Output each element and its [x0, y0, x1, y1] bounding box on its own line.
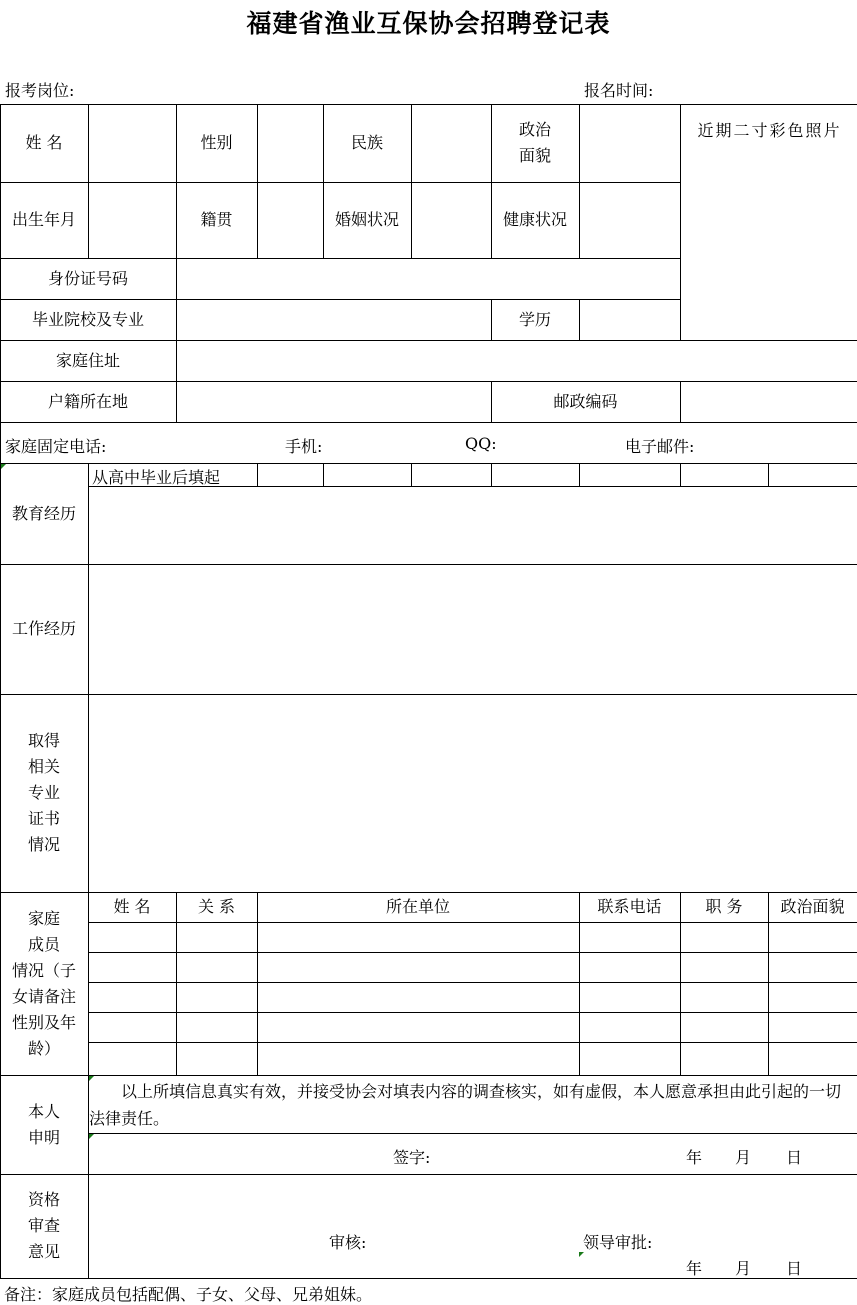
review-day: 日: [786, 1259, 803, 1278]
cell-marker: [89, 1076, 94, 1081]
marital-field[interactable]: [411, 182, 492, 259]
family-row-cell[interactable]: [257, 982, 580, 1013]
id-number-label: 身份证号码: [0, 258, 177, 300]
review-month: 月: [735, 1259, 752, 1278]
ethnicity-label: 民族: [323, 104, 412, 183]
education-subcell: [768, 463, 857, 487]
hukou-field[interactable]: [176, 381, 492, 423]
review-label: 资格 审查 意见: [0, 1174, 89, 1279]
family-row-cell[interactable]: [257, 1012, 580, 1043]
education-subcell: [323, 463, 412, 487]
political-status-label: 政治 面貌: [491, 104, 580, 183]
cell-marker: [89, 1134, 94, 1139]
photo-char: 彩: [769, 121, 786, 140]
education-label: 教育经历: [0, 463, 89, 565]
work-field[interactable]: [88, 564, 857, 695]
political-status-field[interactable]: [579, 104, 681, 183]
family-row-cell[interactable]: [176, 1042, 258, 1076]
family-row-cell[interactable]: [579, 982, 681, 1013]
family-row-cell[interactable]: [176, 952, 258, 983]
hukou-label: 户籍所在地: [0, 381, 177, 423]
photo-char: 二: [733, 121, 750, 140]
form-title: 福建省渔业互保协会招聘登记表: [246, 9, 611, 38]
gender-field[interactable]: [257, 104, 324, 183]
education-subcell: [579, 463, 681, 487]
review-year: 年: [686, 1259, 703, 1278]
health-label: 健康状况: [491, 182, 580, 259]
family-row-cell[interactable]: [768, 922, 857, 953]
photo-char: 照: [805, 121, 822, 140]
health-field[interactable]: [579, 182, 681, 259]
cell-marker: [1, 464, 6, 469]
family-row-cell[interactable]: [579, 1042, 681, 1076]
contact-row[interactable]: [0, 422, 857, 464]
birth-label: 出生年月: [0, 182, 89, 259]
gender-label: 性别: [176, 104, 258, 183]
marital-label: 婚姻状况: [323, 182, 412, 259]
postcode-field[interactable]: [680, 381, 857, 423]
audit-label: 审核:: [329, 1233, 367, 1252]
family-header-2: 所在单位: [257, 892, 580, 923]
sign-year: 年: [686, 1148, 703, 1167]
photo-char: 寸: [751, 121, 768, 140]
family-row-cell[interactable]: [88, 982, 177, 1013]
ethnicity-field[interactable]: [411, 104, 492, 183]
name-label: 姓 名: [0, 104, 89, 183]
photo-char: 色: [787, 121, 804, 140]
family-row-cell[interactable]: [680, 1042, 769, 1076]
education-hint: 从高中毕业后填起: [88, 463, 258, 487]
education-subcell: [411, 463, 492, 487]
home-phone-label: 家庭固定电话:: [5, 437, 107, 456]
address-label: 家庭住址: [0, 340, 177, 382]
qq-label: QQ:: [465, 434, 497, 453]
cell-marker: [579, 1252, 584, 1257]
family-label: 家庭 成员 情况（子 女请备注 性别及年 龄）: [0, 892, 89, 1076]
family-row-cell[interactable]: [88, 952, 177, 983]
position-label: 报考岗位:: [5, 81, 75, 100]
education-field[interactable]: [88, 486, 857, 565]
education-level-field[interactable]: [579, 299, 681, 341]
declaration-label: 本人 申明: [0, 1075, 89, 1175]
family-row-cell[interactable]: [88, 1012, 177, 1043]
declaration-text: 以上所填信息真实有效，并接受协会对填表内容的调查核实，如有虚假，本人愿意承担由此引起的一切法律责任。: [89, 1082, 842, 1128]
email-label: 电子邮件:: [625, 437, 695, 456]
photo-placeholder[interactable]: [680, 104, 857, 341]
work-label: 工作经历: [0, 564, 89, 695]
family-row-cell[interactable]: [768, 952, 857, 983]
family-row-cell[interactable]: [176, 982, 258, 1013]
family-row-cell[interactable]: [176, 1012, 258, 1043]
family-row-cell[interactable]: [680, 982, 769, 1013]
date-label: 报名时间:: [584, 81, 654, 100]
id-number-field[interactable]: [176, 258, 681, 300]
family-header-1: 关 系: [176, 892, 258, 923]
education-subcell: [491, 463, 580, 487]
family-row-cell[interactable]: [680, 952, 769, 983]
native-place-field[interactable]: [257, 182, 324, 259]
school-major-label: 毕业院校及专业: [0, 299, 177, 341]
postcode-label: 邮政编码: [491, 381, 681, 423]
family-row-cell[interactable]: [88, 922, 177, 953]
school-major-field[interactable]: [176, 299, 492, 341]
certificates-label: 取得 相关 专业 证书 情况: [0, 694, 89, 893]
family-row-cell[interactable]: [768, 982, 857, 1013]
family-row-cell[interactable]: [680, 1012, 769, 1043]
photo-char: 片: [823, 121, 840, 140]
education-subcell: [257, 463, 324, 487]
native-place-label: 籍贯: [176, 182, 258, 259]
family-row-cell[interactable]: [579, 922, 681, 953]
certificates-field[interactable]: [88, 694, 857, 893]
family-row-cell[interactable]: [257, 922, 580, 953]
family-row-cell[interactable]: [88, 1042, 177, 1076]
family-row-cell[interactable]: [176, 922, 258, 953]
family-row-cell[interactable]: [768, 1042, 857, 1076]
family-row-cell[interactable]: [257, 952, 580, 983]
footnote: 备注：家庭成员包括配偶、子女、父母、兄弟姐妹。: [4, 1285, 373, 1304]
photo-char: 期: [715, 121, 732, 140]
sign-day: 日: [786, 1148, 803, 1167]
address-field[interactable]: [176, 340, 857, 382]
mobile-label: 手机:: [285, 437, 323, 456]
sign-month: 月: [735, 1148, 752, 1167]
education-level-label: 学历: [491, 299, 580, 341]
signature-label: 签字:: [393, 1148, 431, 1167]
family-row-cell[interactable]: [768, 1012, 857, 1043]
family-row-cell[interactable]: [579, 1012, 681, 1043]
family-header-0: 姓 名: [88, 892, 177, 923]
family-header-4: 职 务: [680, 892, 769, 923]
photo-char: 近: [697, 121, 714, 140]
birth-field[interactable]: [88, 182, 177, 259]
family-header-5: 政治面貌: [768, 892, 857, 923]
family-row-cell[interactable]: [680, 922, 769, 953]
education-subcell: [680, 463, 769, 487]
family-header-3: 联系电话: [579, 892, 681, 923]
leader-approval-label: 领导审批:: [583, 1233, 653, 1252]
name-field[interactable]: [88, 104, 177, 183]
family-row-cell[interactable]: [579, 952, 681, 983]
family-row-cell[interactable]: [257, 1042, 580, 1076]
